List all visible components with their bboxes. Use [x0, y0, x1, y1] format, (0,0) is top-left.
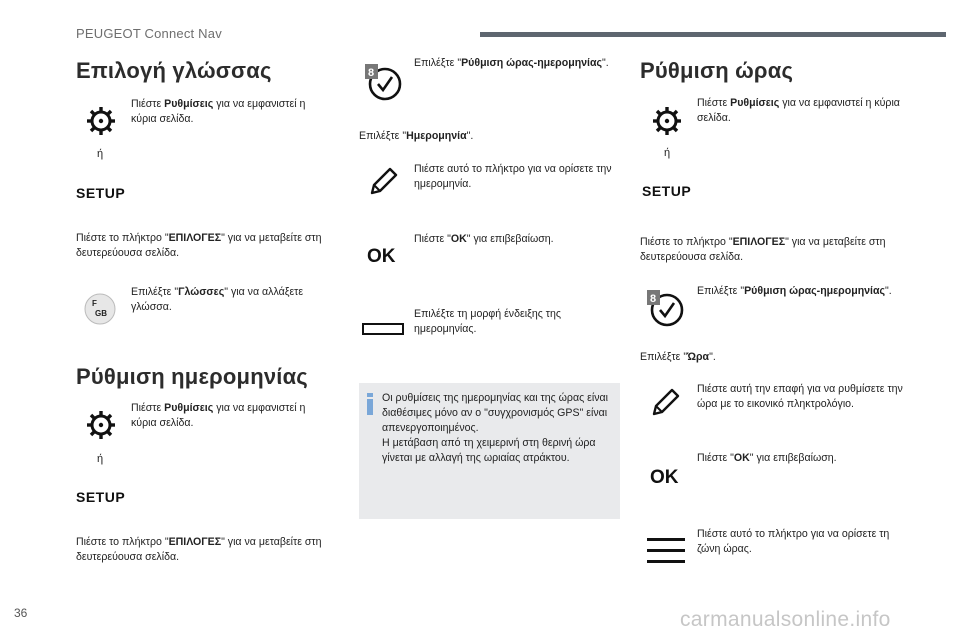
menu-list-icon	[646, 536, 686, 566]
or-label: ή	[664, 147, 671, 159]
setup-key-label: SETUP	[76, 489, 126, 505]
time-step-confirm: Πιέστε "OK" για επιβεβαίωση.	[697, 452, 837, 464]
clock-icon	[364, 62, 404, 102]
time-step-set-time: Πιέστε αυτή την επαφή για να ρυθμίσετε την ώρα με το εικονικό πληκτρολόγιο.	[697, 383, 903, 410]
page-number: 36	[14, 606, 28, 620]
ok-key-label: OK	[367, 246, 396, 267]
date-step-date: Επιλέξτε "Ημερομηνία".	[359, 130, 474, 142]
time-step-options: Πιέστε το πλήκτρο "ΕΠΙΛΟΓΕΣ" για να μεταβείτε στη δευτερεύουσα σελίδα.	[640, 236, 886, 263]
flag-icon-bottom-text: GB	[95, 309, 107, 318]
gear-icon	[86, 410, 116, 440]
header-title: PEUGEOT Connect Nav	[76, 26, 222, 41]
info-note-text: Οι ρυθμίσεις της ημερομηνίας και της ώρας είναι διαθέσιμες μόνο αν ο "συγχρονισμός GPS" είναι απενεργοποιημένος. Η μετάβαση από τη χειμερινή στη θερινή ώρα γίνεται με αλλαγή της ωριαίας ατράκτου.	[382, 392, 608, 464]
time-step-time-date: Επιλέξτε "Ρύθμιση ώρας-ημερομηνίας".	[697, 285, 892, 297]
date-step-options: Πιέστε το πλήκτρο "ΕΠΙΛΟΓΕΣ" για να μεταβείτε στη δευτερεύουσα σελίδα.	[76, 536, 322, 563]
info-icon	[365, 393, 375, 415]
ok-key-label: OK	[650, 467, 679, 488]
language-flag-icon	[84, 293, 116, 325]
clock-badge-text: 8	[368, 67, 375, 79]
clock-icon	[646, 288, 686, 328]
pencil-icon	[648, 386, 682, 420]
section-title-language: Επιλογή γλώσσας	[76, 58, 272, 83]
header-bar	[480, 32, 946, 37]
format-field-icon	[362, 322, 404, 336]
gear-icon	[652, 106, 682, 136]
date-step-format: Επιλέξτε τη μορφή ένδειξης της ημερομηνίας.	[414, 308, 561, 335]
section-title-date: Ρύθμιση ημερομηνίας	[76, 364, 308, 389]
date-step-set-date: Πιέστε αυτό το πλήκτρο για να ορίσετε την ημερομηνία.	[414, 163, 612, 190]
pencil-icon	[366, 165, 400, 199]
clock-badge-text: 8	[650, 293, 657, 305]
lang-step-options: Πιέστε το πλήκτρο "ΕΠΙΛΟΓΕΣ" για να μεταβείτε στη δευτερεύουσα σελίδα.	[76, 232, 322, 259]
time-step-zone: Πιέστε αυτό το πλήκτρο για να ορίσετε τη ζώνη ώρας.	[697, 528, 890, 555]
date-step-time-date: Επιλέξτε "Ρύθμιση ώρας-ημερομηνίας".	[414, 57, 609, 69]
date-step-settings: Πιέστε Ρυθμίσεις για να εμφανιστεί η κύρια σελίδα.	[131, 402, 306, 429]
or-label: ή	[97, 453, 104, 465]
lang-step-languages: Επιλέξτε "Γλώσσες" για να αλλάξετε γλώσσα.	[131, 286, 304, 313]
date-step-confirm: Πιέστε "OK" για επιβεβαίωση.	[414, 233, 554, 245]
watermark: carmanualsonline.info	[680, 608, 891, 631]
time-step-time: Επιλέξτε "Ώρα".	[640, 351, 716, 363]
setup-key-label: SETUP	[642, 183, 692, 199]
time-step-settings: Πιέστε Ρυθμίσεις για να εμφανιστεί η κύρια σελίδα.	[697, 97, 900, 124]
section-title-time: Ρύθμιση ώρας	[640, 58, 794, 83]
lang-step-settings: Πιέστε Ρυθμίσεις για να εμφανιστεί η κύρια σελίδα.	[131, 98, 306, 125]
gear-icon	[86, 106, 116, 136]
setup-key-label: SETUP	[76, 185, 126, 201]
flag-icon-top-text: F	[92, 299, 97, 308]
or-label: ή	[97, 148, 104, 160]
